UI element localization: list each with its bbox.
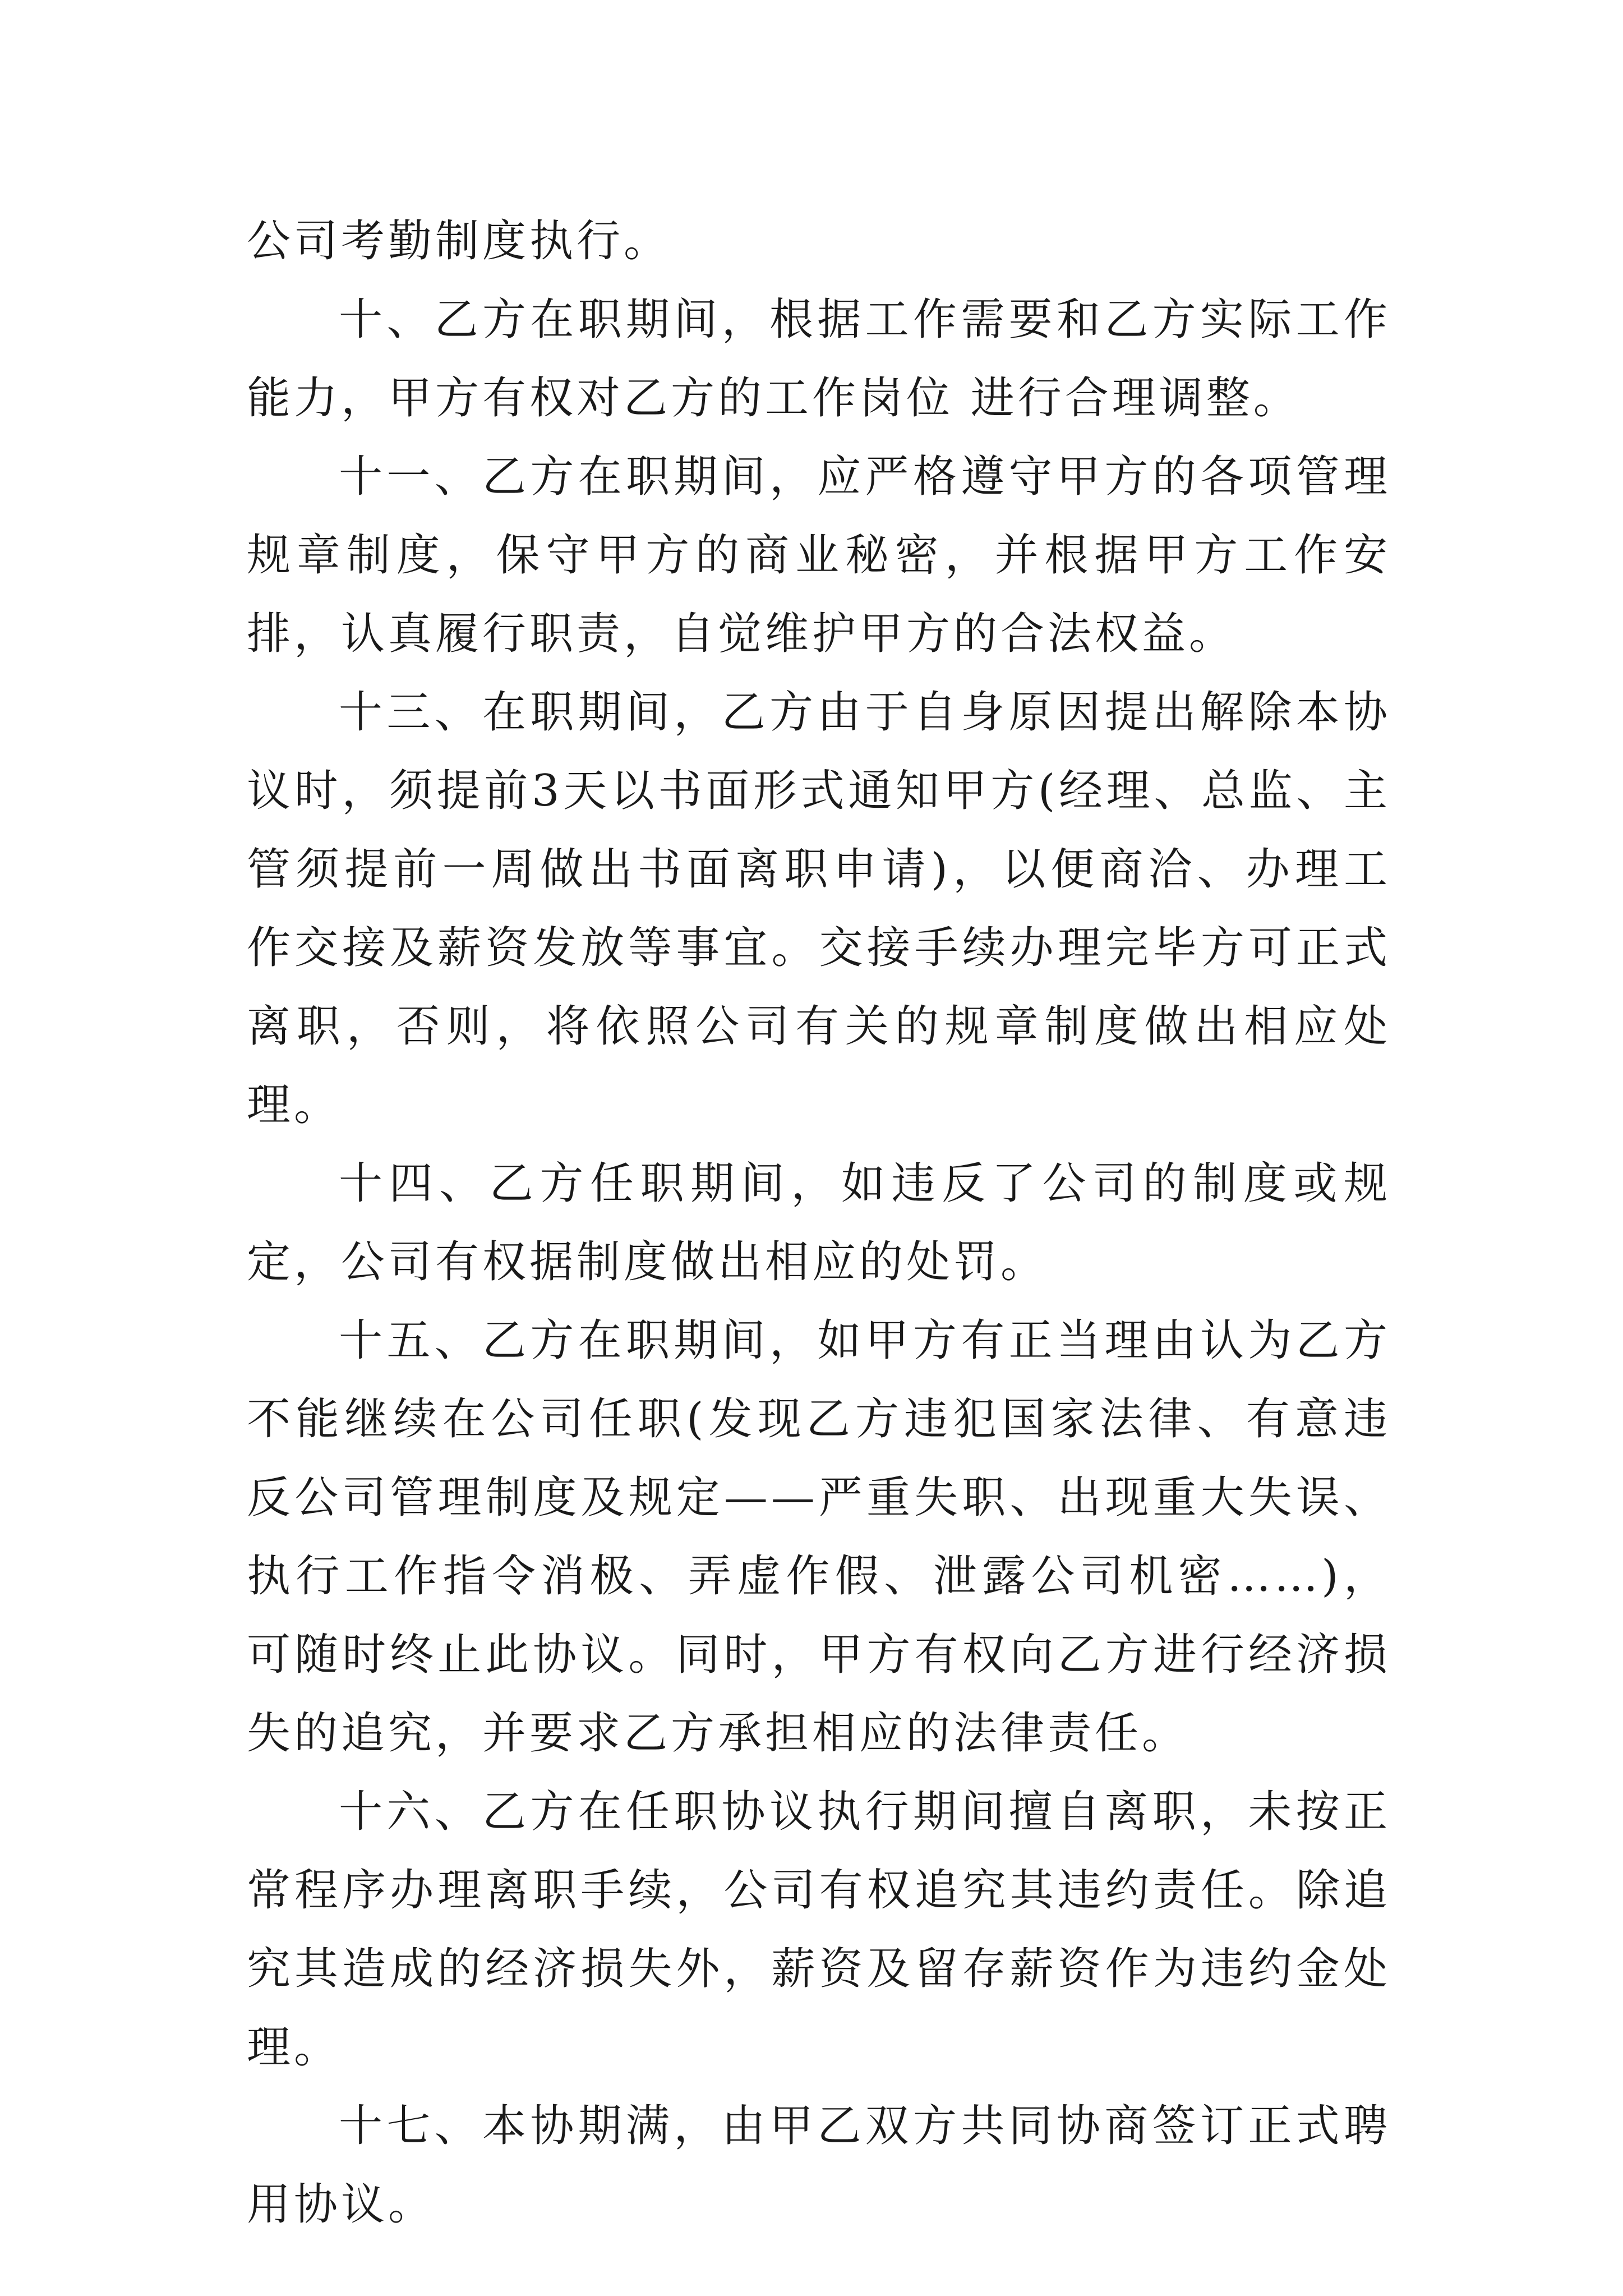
- paragraph-clause-14: 十四、乙方任职期间，如违反了公司的制度或规定，公司有权据制度做出相应的处罚。: [247, 1158, 1391, 1287]
- paragraph-clause-10: 十、乙方在职期间，根据工作需要和乙方实际工作能力，甲方有权对乙方的工作岗位 进行合理调整。: [247, 295, 1391, 424]
- paragraph-attendance-continuation: 公司考勤制度执行。: [247, 216, 671, 266]
- paragraph-clause-13: 十三、在职期间，乙方由于自身原因提出解除本协议时，须提前3天以书面形式通知甲方(经理、总监、主管须提前一周做出书面离职申请)，以便商洽、办理工作交接及薪资发放等事宜。交接手续办理完毕方可正式离职，否则，将依照公司有关的规章制度做出相应处理。: [247, 687, 1391, 1130]
- paragraph-clause-17: 十七、本协期满，由甲乙双方共同协商签订正式聘用协议。: [247, 2101, 1391, 2230]
- document-body: [247, 202, 1391, 2244]
- paragraph-clause-16: 十六、乙方在任职协议执行期间擅自离职，未按正常程序办理离职手续，公司有权追究其违约责任。除追究其造成的经济损失外，薪资及留存薪资作为违约金处理。: [247, 1787, 1391, 2073]
- paragraph-clause-15: 十五、乙方在职期间，如甲方有正当理由认为乙方不能继续在公司任职(发现乙方违犯国家法律、有意违反公司管理制度及规定——严重失职、出现重大失误、执行工作指令消极、弄虚作假、泄露公司机密……)，可随时终止此协议。同时，甲方有权向乙方进行经济损失的追究，并要求乙方承担相应的法律责任。: [247, 1315, 1391, 1759]
- paragraph-clause-11: 十一、乙方在职期间，应严格遵守甲方的各项管理规章制度，保守甲方的商业秘密，并根据甲方工作安排，认真履行职责，自觉维护甲方的合法权益。: [247, 452, 1391, 659]
